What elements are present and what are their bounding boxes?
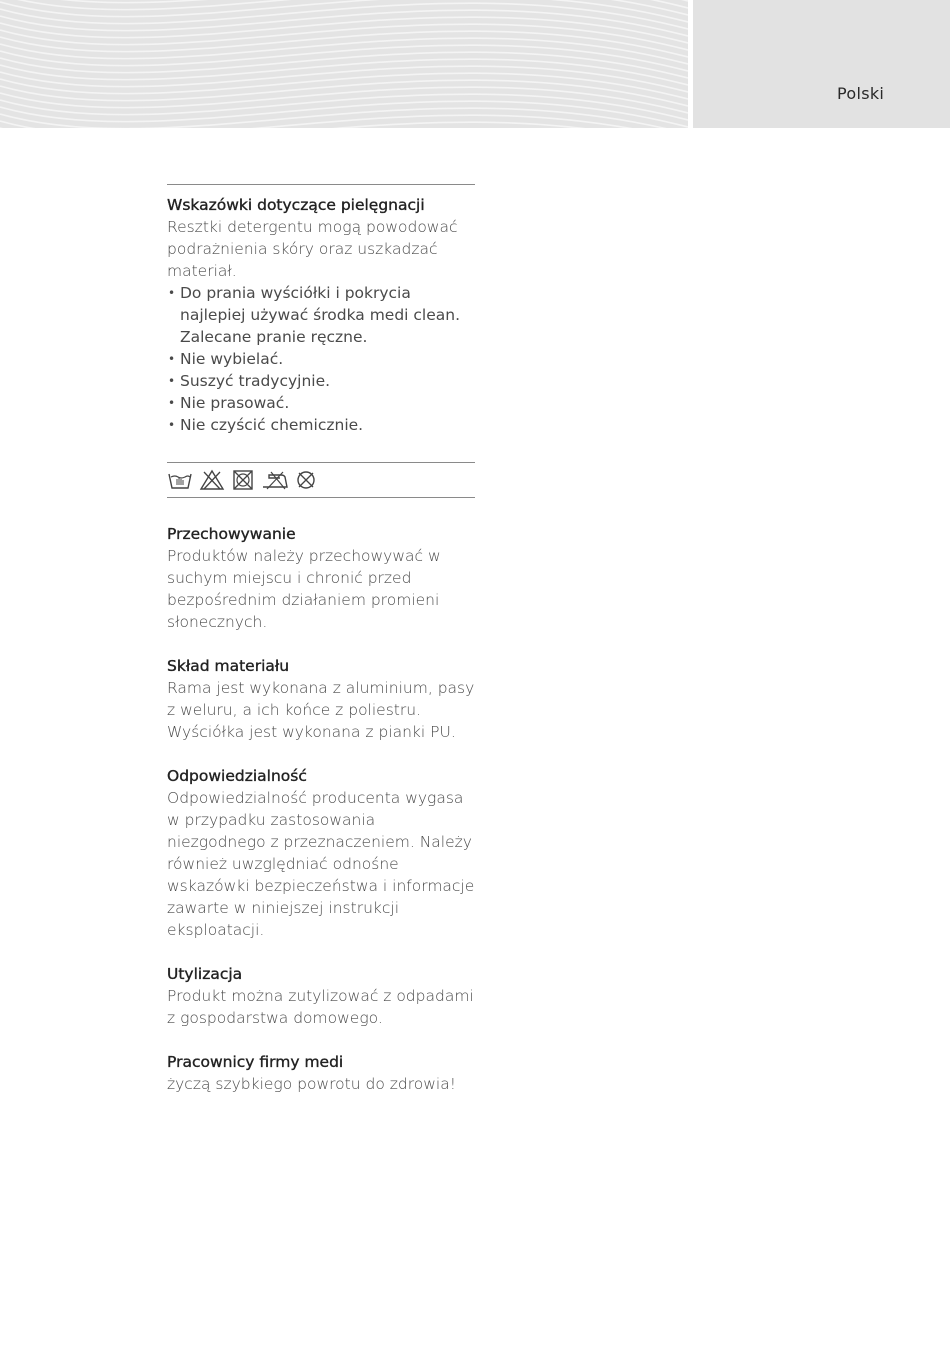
- disposal-title: Utylizacja: [167, 965, 243, 983]
- care-symbols: [167, 463, 475, 497]
- material-text: Rama jest wykonana z aluminium, pasy z weluru, a ich końce z poliestru. Wyściółka jest wykonana z pianki PU.: [167, 679, 475, 741]
- list-item: • Do prania wyściółki i pokrycia najlepiej używać środka medi clean. Zalecane pranie ręczne.: [168, 284, 461, 346]
- closing-title: Pracownicy firmy medi: [167, 1053, 344, 1071]
- wave-line: [0, 108, 688, 128]
- liability-title: Odpowiedzialność: [167, 767, 307, 785]
- no-bleach-icon: [199, 469, 225, 491]
- language-label: Polski: [837, 84, 885, 103]
- no-tumble-dry-icon: [231, 469, 255, 491]
- no-dry-clean-icon: [295, 469, 317, 491]
- storage-title: Przechowywanie: [167, 525, 296, 543]
- wave-pattern: [0, 0, 688, 128]
- list-item: • Nie wybielać.: [168, 350, 284, 368]
- disposal-text: Produkt można zutylizować z odpadami z gospodarstwa domowego.: [167, 987, 474, 1027]
- care-list: [167, 282, 475, 436]
- list-item: • Nie prasować.: [168, 394, 290, 412]
- storage-text: Produktów należy przechowywać w suchym miejscu i chronić przed bezpośrednim działaniem promieni słonecznych.: [167, 547, 441, 631]
- liability-text: Odpowiedzialność producenta wygasa w przypadku zastosowania niezgodnego z przeznaczeniem. Należy również uwzględniać odnośne wskazówki bezpieczeństwa i informacje zawarte w niniejszej instrukcji eksploatacji.: [167, 789, 475, 939]
- no-iron-icon: [261, 469, 289, 491]
- closing-text: życzą szybkiego powrotu do zdrowia!: [167, 1075, 456, 1093]
- wave-line: [0, 0, 688, 1]
- wave-line: [0, 122, 688, 128]
- header-wave-banner: [0, 0, 688, 128]
- wave-line: [0, 0, 688, 22]
- care-title: Wskazówki dotyczące pielęgnacji: [167, 196, 425, 214]
- material-title: Skład materiału: [167, 657, 290, 675]
- header-language-panel: [693, 0, 950, 128]
- hand-wash-icon: [167, 469, 193, 491]
- care-intro: Resztki detergentu mogą powodować podrażnienia skóry oraz uszkadzać materiał.: [167, 218, 458, 280]
- list-item: • Nie czyścić chemicznie.: [168, 416, 364, 434]
- page-content: [167, 184, 475, 1095]
- list-item: • Suszyć tradycyjnie.: [168, 372, 331, 390]
